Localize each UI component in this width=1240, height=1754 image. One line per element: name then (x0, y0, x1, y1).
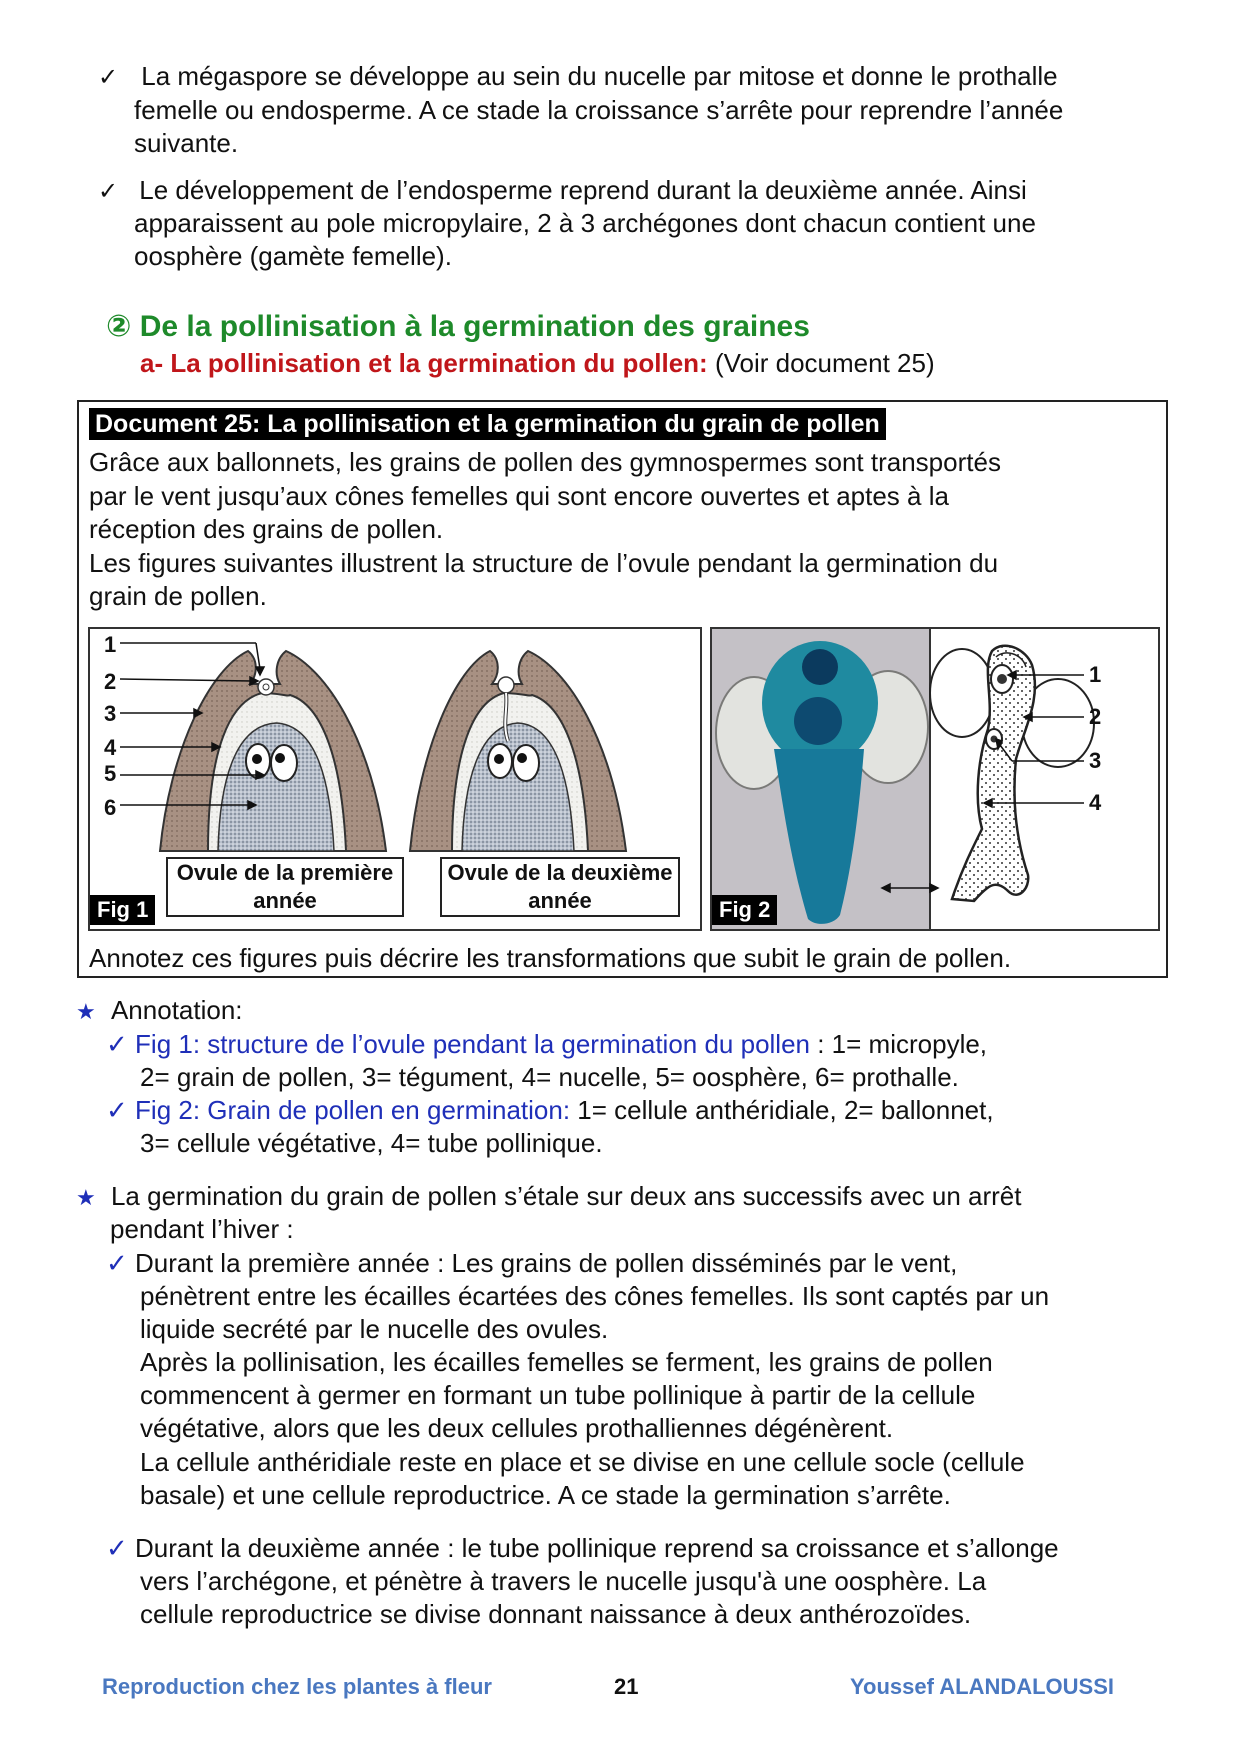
section-number: ② (106, 310, 132, 343)
star-icon: ★ (76, 1185, 96, 1210)
footer-author: Youssef ALANDALOUSSI (850, 1674, 1115, 1699)
check-icon: ✓ (106, 1029, 128, 1059)
document-25-box (77, 400, 1168, 978)
fig1-label-number: 3 (104, 701, 117, 726)
fig1-label-number: 6 (104, 795, 117, 820)
intro-bullet-2: ✓ Le développement de l’endosperme reprend durant la deuxième année. Ainsi (98, 174, 1027, 208)
fig1-label-number: 5 (104, 761, 117, 786)
germination-year1-line: liquide secrété par le nucelle des ovules. (140, 1314, 609, 1344)
fig1-label-number: 1 (104, 632, 117, 657)
fig2-label-number: 1 (1089, 662, 1102, 687)
fig1-label-number: 4 (104, 735, 117, 760)
check-icon: ✓ (106, 1533, 128, 1563)
section-title (106, 309, 810, 344)
intro-bullet-2-line-3: oosphère (gamète femelle). (134, 241, 452, 271)
document-text-line: réception des grains de pollen. (89, 514, 444, 544)
check-icon: ✓ (98, 178, 119, 205)
germination-year1-line: pénètrent entre les écailles écartées des cônes femelles. Ils sont captés par un (140, 1281, 1050, 1311)
germination-year1-line: basale) et une cellule reproductrice. A ce stade la germination s’arrête. (140, 1480, 951, 1510)
subsection-title (140, 347, 935, 380)
fig1-label: Fig 1 (90, 895, 155, 925)
germination-intro-line-2: pendant l’hiver : (110, 1214, 294, 1244)
pollen-drawing (930, 646, 1094, 901)
annotation-heading: ★ Annotation: (76, 995, 243, 1025)
ovule-second-year (410, 651, 626, 851)
caption-second-year: Ovule de la deuxième année (440, 857, 680, 917)
document-text-line: Les figures suivantes illustrent la structure de l’ovule pendant la germination du (89, 548, 999, 578)
annotation-fig2: ✓ Fig 2: Grain de pollen en germination: 1= cellule anthéridiale, 2= ballonnet, (106, 1095, 994, 1125)
fig2-panel (710, 627, 1160, 931)
check-icon: ✓ (106, 1095, 128, 1125)
germination-year1-line: commencent à germer en formant un tube pollinique à partir de la cellule (140, 1380, 976, 1410)
pollen-photo (712, 629, 930, 929)
subsection-reference: (Voir document 25) (714, 348, 935, 378)
germination-year1-line: Après la pollinisation, les écailles femelles se ferment, les grains de pollen (140, 1347, 993, 1377)
caption-first-year: Ovule de la première année (166, 857, 404, 917)
document-text-line: par le vent jusqu’aux cônes femelles qui sont encore ouvertes et aptes à la (89, 481, 949, 511)
check-icon: ✓ (98, 64, 119, 91)
germination-year1: ✓ Durant la première année : Les grains de pollen disséminés par le vent, (106, 1248, 958, 1278)
check-icon: ✓ (106, 1248, 128, 1278)
fig1-label-number: 2 (104, 669, 117, 694)
section-title-text: De la pollinisation à la germination des graines (139, 310, 810, 343)
intro-bullet-2-line-2: apparaissent au pole micropylaire, 2 à 3 archégones dont chacun contient une (134, 208, 1036, 238)
germination-intro: ★ La germination du grain de pollen s’étale sur deux ans successifs avec un arrêt (76, 1181, 1022, 1211)
document-header: Document 25: La pollinisation et la germination du grain de pollen (89, 408, 886, 440)
germination-year2-line: cellule reproductrice se divise donnant naissance à deux anthérozoïdes. (140, 1599, 972, 1629)
intro-bullet-1: ✓ La mégaspore se développe au sein du nucelle par mitose et donne le prothalle (98, 60, 1058, 94)
fig1-panel (88, 627, 702, 931)
document-question: Annotez ces figures puis décrire les transformations que subit le grain de pollen. (89, 943, 1012, 973)
fig2-label-number: 4 (1089, 790, 1102, 815)
annotation-fig1-line-2: 2= grain de pollen, 3= tégument, 4= nucelle, 5= oosphère, 6= prothalle. (140, 1062, 959, 1092)
ovule-first-year (160, 651, 386, 851)
page-number: 21 (614, 1674, 639, 1699)
germination-year1-line: La cellule anthéridiale reste en place et se divise en une cellule socle (cellule (140, 1447, 1025, 1477)
germination-year2: ✓ Durant la deuxième année : le tube pollinique reprend sa croissance et s’allonge (106, 1533, 1059, 1563)
document-text-line: Grâce aux ballonnets, les grains de pollen des gymnospermes sont transportés (89, 447, 1001, 477)
footer-course-title: Reproduction chez les plantes à fleur (102, 1674, 492, 1699)
fig2-label: Fig 2 (712, 895, 777, 925)
intro-bullet-1-line-3: suivante. (134, 128, 239, 158)
annotation-fig1: ✓ Fig 1: structure de l’ovule pendant la germination du pollen : 1= micropyle, (106, 1029, 988, 1059)
document-text-line: grain de pollen. (89, 581, 267, 611)
germination-year2-line: vers l’archégone, et pénètre à travers le nucelle jusqu'à une oosphère. La (140, 1566, 987, 1596)
germination-year1-line: végétative, alors que les deux cellules prothalliennes dégénèrent. (140, 1413, 894, 1443)
annotation-fig2-line-2: 3= cellule végétative, 4= tube pollinique. (140, 1128, 603, 1158)
intro-bullet-1-line-2: femelle ou endosperme. A ce stade la croissance s’arrête pour reprendre l’année (134, 95, 1064, 125)
subsection-label: a- La pollinisation et la germination du pollen: (140, 348, 708, 378)
fig2-label-number: 3 (1089, 748, 1102, 773)
star-icon: ★ (76, 999, 96, 1024)
fig2-label-number: 2 (1089, 704, 1102, 729)
